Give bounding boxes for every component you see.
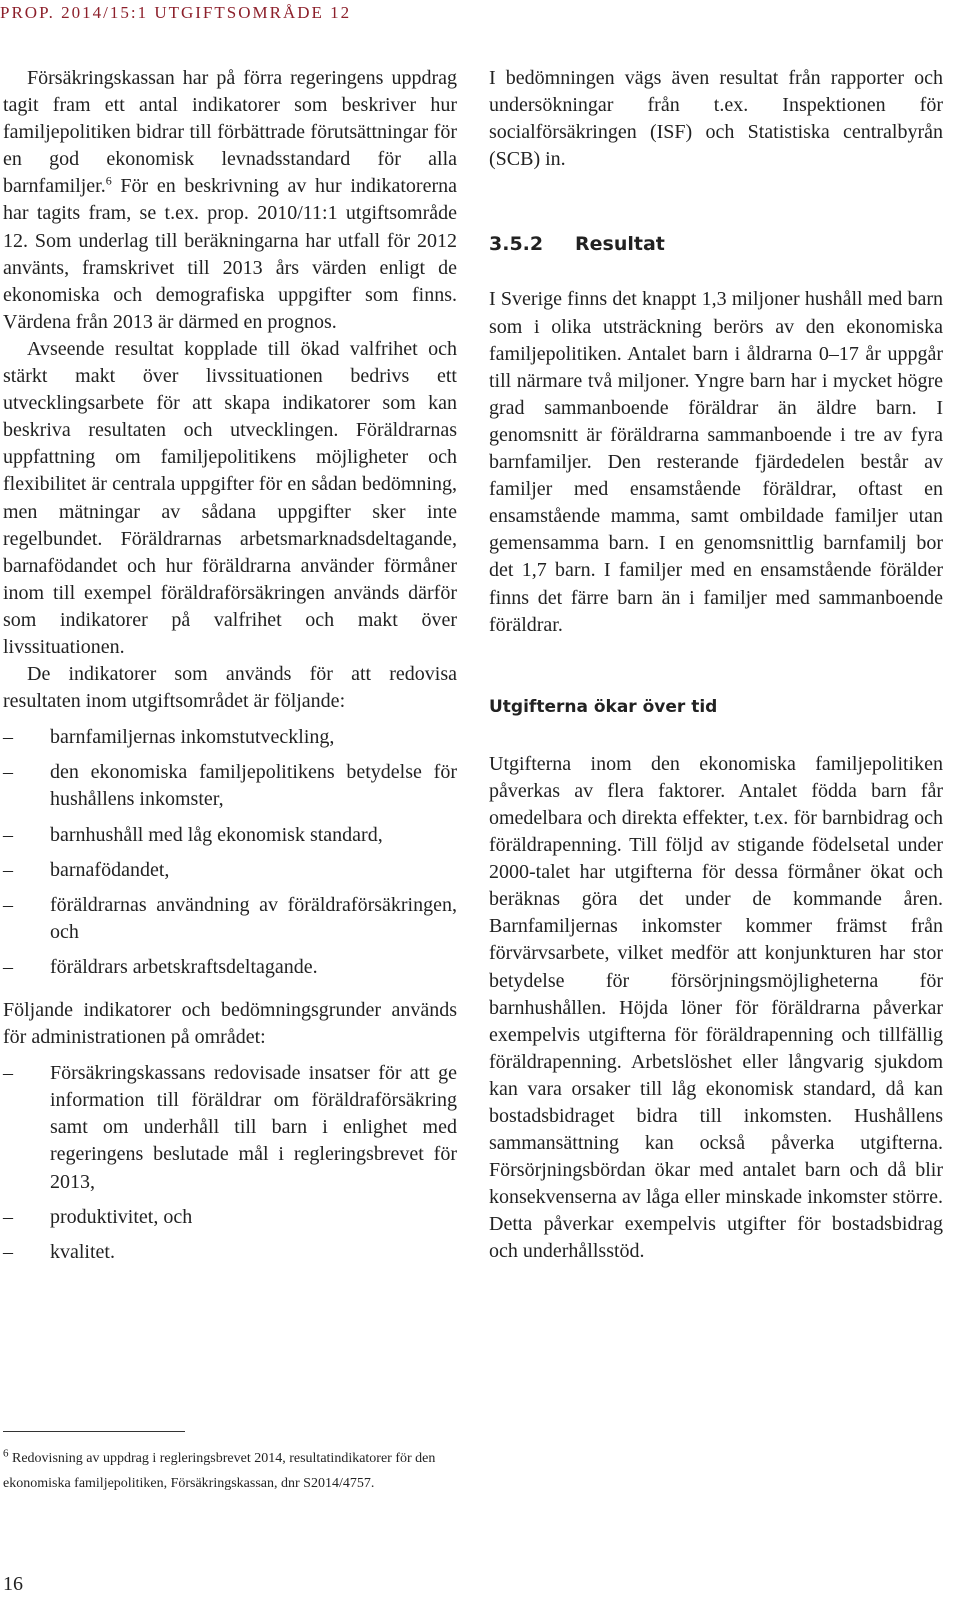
list-item: – barnhushåll med låg ekonomisk standard, bbox=[3, 822, 457, 849]
subheading: Utgifterna ökar över tid bbox=[489, 696, 718, 717]
paragraph-valfrihet: Avseende resultat kopplade till ökad valfrihet och stärkt makt över livssituationen bedrivs ett utvecklingsarbete för att skapa indikatorer som kan beskriva resultaten och utvecklingen. Föräldrarnas uppfattning om familjepolitikens möjligheter och flexibilitet är centrala uppgifter för en sådan bedömning, men mätningar av sådana uppgifter sker inte regelbundet. Föräldrarnas arbetsmarknadsdeltagande, barnafödandet och hur föräldrarna använder förmåner inom till exempel föräldraförsäkringen används därför som indikatorer på valfrihet och makt över livssituationen. bbox=[3, 337, 457, 658]
footnote-text: Redovisning av uppdrag i regleringsbrevet 2014, resultatindikatorer för den ekonomiska familjepolitiken, Försäkringskassan, dnr S2014/4757. bbox=[3, 1451, 436, 1491]
paragraph-assessment: I bedömningen vägs även resultat från rapporter och undersökningar från t.ex. Inspektionen för socialförsäkringen (ISF) och Statistiska centralbyrån (SCB) in. bbox=[489, 67, 943, 171]
list-item: – Försäkringskassans redovisade insatser för att ge information till föräldrar om föräldraförsäkring samt om underhåll till barn i enlighet med regeringens beslutade mål i regleringsbrevet för 2013, bbox=[3, 1060, 457, 1195]
left-column bbox=[3, 65, 457, 1274]
paragraph-administration: Följande indikatorer och bedömningsgrunder används för administrationen på området: bbox=[3, 999, 457, 1049]
section-heading bbox=[489, 231, 943, 258]
footnote-reference[interactable]: 6 bbox=[105, 173, 112, 188]
paragraph-expenditures: Utgifterna inom den ekonomiska familjepolitiken påverkas av flera faktorer. Antalet födda barn får omedelbara och direkta effekter, t.ex. för barnbidrag och föräldrapenning. Till följd av stigande födelsetal under 2000-talet har utgifterna för dessa förmåner ökat och beräknas göra det under de kommande åren. Barnfamiljernas inkomster kommer främst från förvärvsarbete, vilket medför att konjunkturen har stor betydelse för försörjningsmöjligheterna för barnhushållen. Höjda löner för föräldrarna påverkar exempelvis utgifterna för föräldrapenning och tillfällig föräldrapenning. Arbetslöshet eller långvarig sjukdom kan vara orsaker till låg ekonomisk standard, då kan bostadsbidraget bidra till inkomsten. Hushållens sammansättning kan också påverka utgifterna. Försörjningsbördan ökar med antalet barn och då blir konsekvenserna av låga eller minskade inkomster större. Detta påverkar exempelvis utgifter för bostadsbidrag och underhållsstöd. bbox=[489, 752, 943, 1263]
right-column bbox=[489, 65, 943, 1266]
section-title: Resultat bbox=[575, 233, 665, 256]
list-item: – barnfamiljernas inkomstutveckling, bbox=[3, 724, 457, 751]
administration-list bbox=[3, 1060, 457, 1266]
paragraph-indicators-intro: Försäkringskassan har på förra regeringens uppdrag tagit fram ett antal indikatorer som beskriver hur familjepolitiken bidrar till förbättrade förutsättningar för en god ekonomisk levnadsstandard för alla barnfamiljer.$^6$ För en beskrivning av hur indikatorerna har tagits fram, se t.ex. prop. 2010/11:1 utgiftsområde 12. Som underlag till beräkningarna har utfall för 2012 använts, framskrivet till 2013 års värden enligt de ekonomiska och demografiska uppgifter som finns. Värdena från 2013 är därmed en prognos. bbox=[3, 67, 457, 333]
list-item: – föräldrars arbetskraftsdeltagande. bbox=[3, 954, 457, 981]
paragraph-indicators-list-intro: De indikatorer som används för att redovisa resultaten inom utgiftsområdet är följande: bbox=[3, 663, 457, 713]
list-item: – den ekonomiska familjepolitikens betydelse för hushållens inkomster, bbox=[3, 759, 457, 813]
list-item: – föräldrarnas användning av föräldraförsäkringen, och bbox=[3, 892, 457, 946]
paragraph-households: I Sverige finns det knappt 1,3 miljoner hushåll med barn som i olika utsträckning berörs av den ekonomiska familjepolitiken. Antalet barn i åldrarna 0–17 år uppgår till närmare två miljoner. Yngre barn har i mycket högre grad sammanboende föräldrar än äldre barn. I genomsnitt är föräldrarna sammanboende i tre av fyra barnfamiljer. Den resterande fjärdedelen består av familjer med ensamstående föräldrar, oftast en ensamstående mamma, samt ombildade familjer utan gemensamma barn. I en genomsnittlig barnfamilj bor det 1,7 barn. I familjer med en ensamstående förälder finns det färre barn än i familjer med sammanboende föräldrar. bbox=[489, 288, 943, 636]
running-header: PROP. 2014/15:1 UTGIFTSOMRÅDE 12 bbox=[0, 3, 352, 22]
list-item: – produktivitet, och bbox=[3, 1204, 457, 1231]
list-item: – kvalitet. bbox=[3, 1239, 457, 1266]
page-number: 16 bbox=[3, 1573, 23, 1595]
footnote-number: 6 bbox=[3, 1447, 9, 1460]
list-item: – barnafödandet, bbox=[3, 857, 457, 884]
footnote-divider bbox=[3, 1431, 185, 1432]
section-number: 3.5.2 bbox=[489, 233, 544, 256]
footnote bbox=[3, 1446, 463, 1496]
indicator-list bbox=[3, 724, 457, 981]
